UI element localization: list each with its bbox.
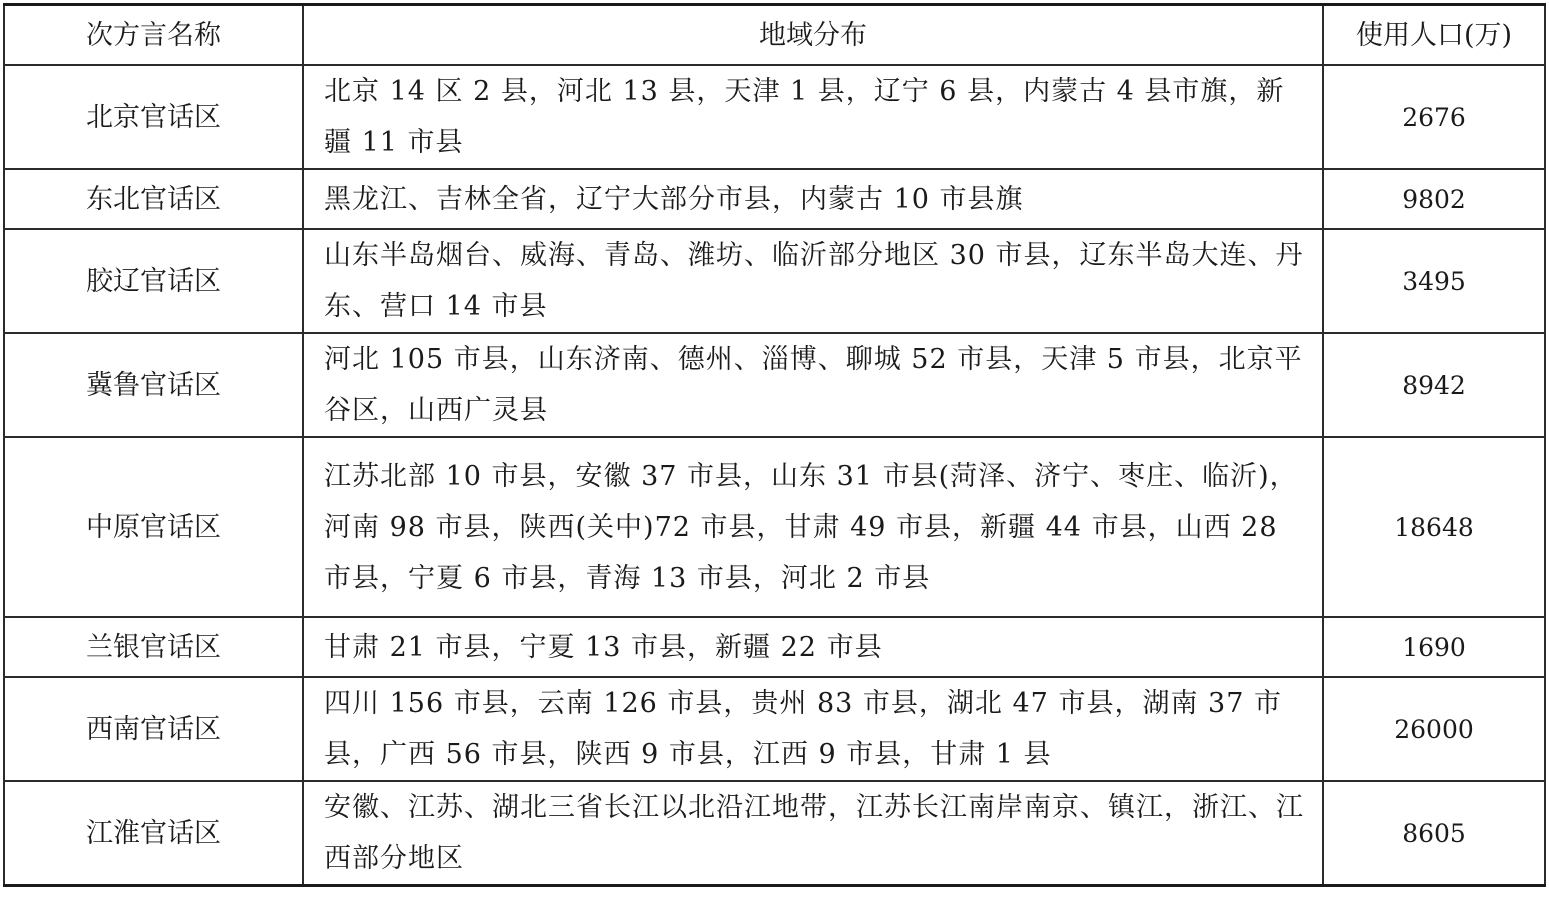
dialect-name-cell: 冀鲁官话区 [4, 333, 303, 437]
dialect-name-cell: 西南官话区 [4, 677, 303, 781]
population-cell: 1690 [1323, 617, 1545, 677]
population-cell: 3495 [1323, 229, 1545, 333]
table-row [4, 617, 1545, 677]
distribution-cell: 黑龙江、吉林全省，辽宁大部分市县，内蒙古 10 市县旗 [303, 169, 1323, 229]
distribution-cell: 山东半岛烟台、威海、青岛、潍坊、临沂部分地区 30 市县，辽东半岛大连、丹东、营口 14 市县 [303, 229, 1323, 333]
dialect-name-cell: 兰银官话区 [4, 617, 303, 677]
table-row [4, 229, 1545, 333]
dialect-table [3, 3, 1546, 887]
population-cell: 18648 [1323, 437, 1545, 617]
table-header-row [4, 5, 1545, 66]
population-cell: 8942 [1323, 333, 1545, 437]
population-cell: 2676 [1323, 65, 1545, 169]
population-cell: 8605 [1323, 781, 1545, 886]
header-dialect-name: 次方言名称 [4, 5, 303, 66]
dialect-name-cell: 胶辽官话区 [4, 229, 303, 333]
table-row [4, 65, 1545, 169]
population-cell: 9802 [1323, 169, 1545, 229]
table-row [4, 169, 1545, 229]
dialect-table-container [3, 3, 1544, 887]
table-row [4, 437, 1545, 617]
dialect-name-cell: 东北官话区 [4, 169, 303, 229]
distribution-cell: 四川 156 市县，云南 126 市县，贵州 83 市县，湖北 47 市县，湖南 37 市县，广西 56 市县，陕西 9 市县，江西 9 市县，甘肃 1 县 [303, 677, 1323, 781]
distribution-cell: 北京 14 区 2 县，河北 13 县，天津 1 县，辽宁 6 县，内蒙古 4 县市旗，新疆 11 市县 [303, 65, 1323, 169]
table-row [4, 333, 1545, 437]
distribution-cell: 安徽、江苏、湖北三省长江以北沿江地带，江苏长江南岸南京、镇江，浙江、江西部分地区 [303, 781, 1323, 886]
table-row [4, 781, 1545, 886]
header-population: 使用人口(万) [1323, 5, 1545, 66]
distribution-cell: 甘肃 21 市县，宁夏 13 市县，新疆 22 市县 [303, 617, 1323, 677]
header-distribution: 地域分布 [303, 5, 1323, 66]
dialect-name-cell: 中原官话区 [4, 437, 303, 617]
dialect-name-cell: 江淮官话区 [4, 781, 303, 886]
distribution-cell: 河北 105 市县，山东济南、德州、淄博、聊城 52 市县，天津 5 市县，北京平谷区，山西广灵县 [303, 333, 1323, 437]
dialect-name-cell: 北京官话区 [4, 65, 303, 169]
table-row [4, 677, 1545, 781]
population-cell: 26000 [1323, 677, 1545, 781]
distribution-cell: 江苏北部 10 市县，安徽 37 市县，山东 31 市县(菏泽、济宁、枣庄、临沂)，河南 98 市县，陕西(关中)72 市县，甘肃 49 市县，新疆 44 市县，山西 28 市县，宁夏 6 市县，青海 13 市县，河北 2 市县 [303, 437, 1323, 617]
